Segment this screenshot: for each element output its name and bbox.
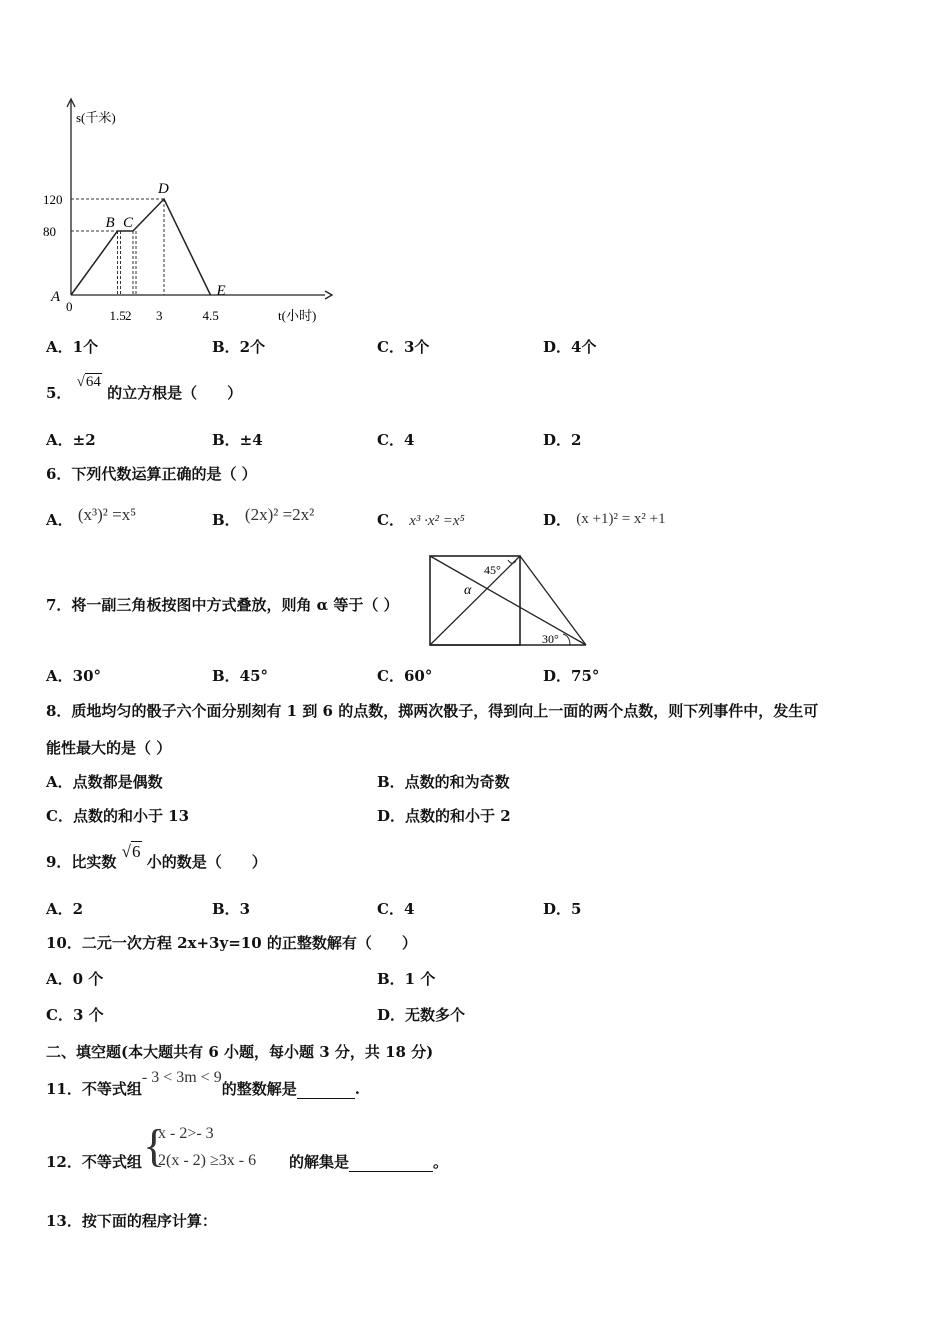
q6-option-b[interactable] [212, 505, 315, 530]
q7-option-b[interactable]: B．45° [212, 667, 269, 685]
q4-option-a[interactable]: A．1个 [46, 338, 99, 356]
q6-option-c[interactable] [377, 509, 465, 530]
q5-radicand: 64 [85, 374, 101, 390]
distance-time-graph [40, 95, 340, 330]
point-label-e: E [216, 283, 226, 299]
q6-label-d: D． [543, 511, 572, 529]
graph-root [43, 99, 332, 323]
q12-answer-blank[interactable] [349, 1157, 433, 1172]
q8-stem-line2: 能性最大的是（ ） [46, 739, 172, 757]
q12-line1: x - 2>- 3 [158, 1125, 214, 1142]
y-tick-label-120: 120 [43, 192, 63, 207]
q10-option-c[interactable]: C．3 个 [46, 1006, 104, 1024]
q5-text: 的立方根是（ ） [107, 384, 243, 402]
q4-option-b[interactable]: B．2个 [212, 338, 266, 356]
x-axis-arrow [325, 291, 332, 299]
q4-option-c[interactable]: C．3个 [377, 338, 430, 356]
q8-option-b[interactable]: B．点数的和为奇数 [377, 773, 510, 791]
q7-option-c[interactable]: C．60° [377, 667, 433, 685]
point-label-d: D [158, 181, 169, 197]
q9-option-b[interactable]: B．3 [212, 900, 251, 918]
q10-option-d[interactable]: D．无数多个 [377, 1006, 466, 1024]
angle-45-label: 45° [484, 563, 501, 577]
section-fill-in-heading: 二、填空题(本大题共有 6 小题，每小题 3 分，共 18 分) [46, 1043, 434, 1061]
q12-tail [289, 1151, 448, 1172]
q11-answer-blank[interactable] [297, 1084, 355, 1099]
q6-label-b: B． [212, 511, 240, 529]
q8-option-d[interactable]: D．点数的和小于 2 [377, 807, 511, 825]
q10-option-b[interactable]: B．1 个 [377, 970, 436, 988]
q9-option-d[interactable]: D．5 [543, 900, 582, 918]
series-line [71, 199, 211, 295]
q11-end: . [354, 1080, 360, 1098]
q5-option-c[interactable]: C．4 [377, 431, 415, 449]
q12-end: 。 [433, 1153, 449, 1171]
q5-sqrt: √64 [76, 374, 101, 390]
q5-stem [46, 374, 243, 403]
q8-option-c[interactable]: C．点数的和小于 13 [46, 807, 190, 825]
q6-expr-c: x³ ·x² =x⁵ [409, 513, 465, 529]
angle-alpha-label: α [464, 583, 472, 598]
q10-option-a[interactable]: A．0 个 [46, 970, 104, 988]
y-tick-label-80: 80 [43, 224, 56, 239]
q6-stem: 6．下列代数运算正确的是（ ） [46, 465, 257, 483]
x-tick-label-3: 4.5 [202, 308, 219, 323]
q12-brace: { [143, 1120, 166, 1171]
q5-option-b[interactable]: B．±4 [212, 431, 263, 449]
q11-text: 的整数解是 [221, 1080, 297, 1098]
x-axis-title: t(小时) [278, 308, 317, 323]
q9-number: 9．比实数 [46, 853, 117, 871]
q6-option-d[interactable] [543, 509, 666, 530]
q9-text: 小的数是（ ） [146, 853, 267, 871]
q5-option-a[interactable]: A．±2 [46, 431, 96, 449]
q10-stem: 10．二元一次方程 2x+3y=10 的正整数解有（ ） [46, 934, 417, 952]
origin-label: 0 [66, 299, 73, 314]
x-tick-label-1: 2 [125, 308, 132, 323]
q11-stem [46, 1069, 360, 1099]
q7-option-a[interactable]: A．30° [46, 667, 102, 685]
point-label-a: A [51, 289, 61, 305]
q7-stem: 7．将一副三角板按图中方式叠放，则角 α 等于（ ） [46, 596, 399, 614]
q9-stem [46, 842, 267, 872]
q11-expr: - 3 < 3m < 9 [141, 1069, 222, 1086]
angle-30-label: 30° [542, 632, 559, 646]
q8-stem-line1: 8．质地均匀的骰子六个面分别刻有 1 到 6 的点数，掷两次骰子，得到向上一面的两个点数，则下列事件中，发生可 [46, 702, 819, 720]
q6-option-a[interactable] [46, 505, 137, 530]
x-tick-label-2: 3 [156, 308, 163, 323]
q9-sqrt: √6 [121, 842, 141, 861]
q12-number: 12．不等式组 [46, 1153, 142, 1171]
point-label-c: C [123, 215, 134, 231]
q11-number: 11．不等式组 [46, 1080, 142, 1098]
q6-label-c: C． [377, 511, 404, 529]
point-label-b: B [105, 215, 115, 231]
q6-label-a: A． [46, 511, 73, 529]
hypotenuse-30 [430, 556, 586, 645]
q6-expr-d: (x +1)² = x² +1 [576, 511, 666, 527]
q6-expr-a: (x³)² =x⁵ [77, 505, 137, 524]
q9-option-a[interactable]: A．2 [46, 900, 84, 918]
q9-radicand: 6 [132, 842, 141, 861]
triangle-board-figure [424, 552, 592, 650]
q5-number: 5． [46, 384, 72, 402]
diagonal-45 [430, 556, 520, 645]
q8-option-a[interactable]: A．点数都是偶数 [46, 773, 163, 791]
q9-option-c[interactable]: C．4 [377, 900, 415, 918]
q5-option-d[interactable]: D．2 [543, 431, 582, 449]
y-axis-title: s(千米) [76, 110, 116, 125]
q7-option-d[interactable]: D．75° [543, 667, 600, 685]
q12-line2: 2(x - 2) ≥3x - 6 [158, 1152, 257, 1169]
q12-text: 的解集是 [289, 1153, 350, 1171]
q13-stem: 13．按下面的程序计算： [46, 1212, 217, 1230]
q4-option-d[interactable]: D．4个 [543, 338, 597, 356]
q6-expr-b: (2x)² =2x² [244, 505, 315, 524]
x-tick-label-0: 1.5 [109, 308, 126, 323]
